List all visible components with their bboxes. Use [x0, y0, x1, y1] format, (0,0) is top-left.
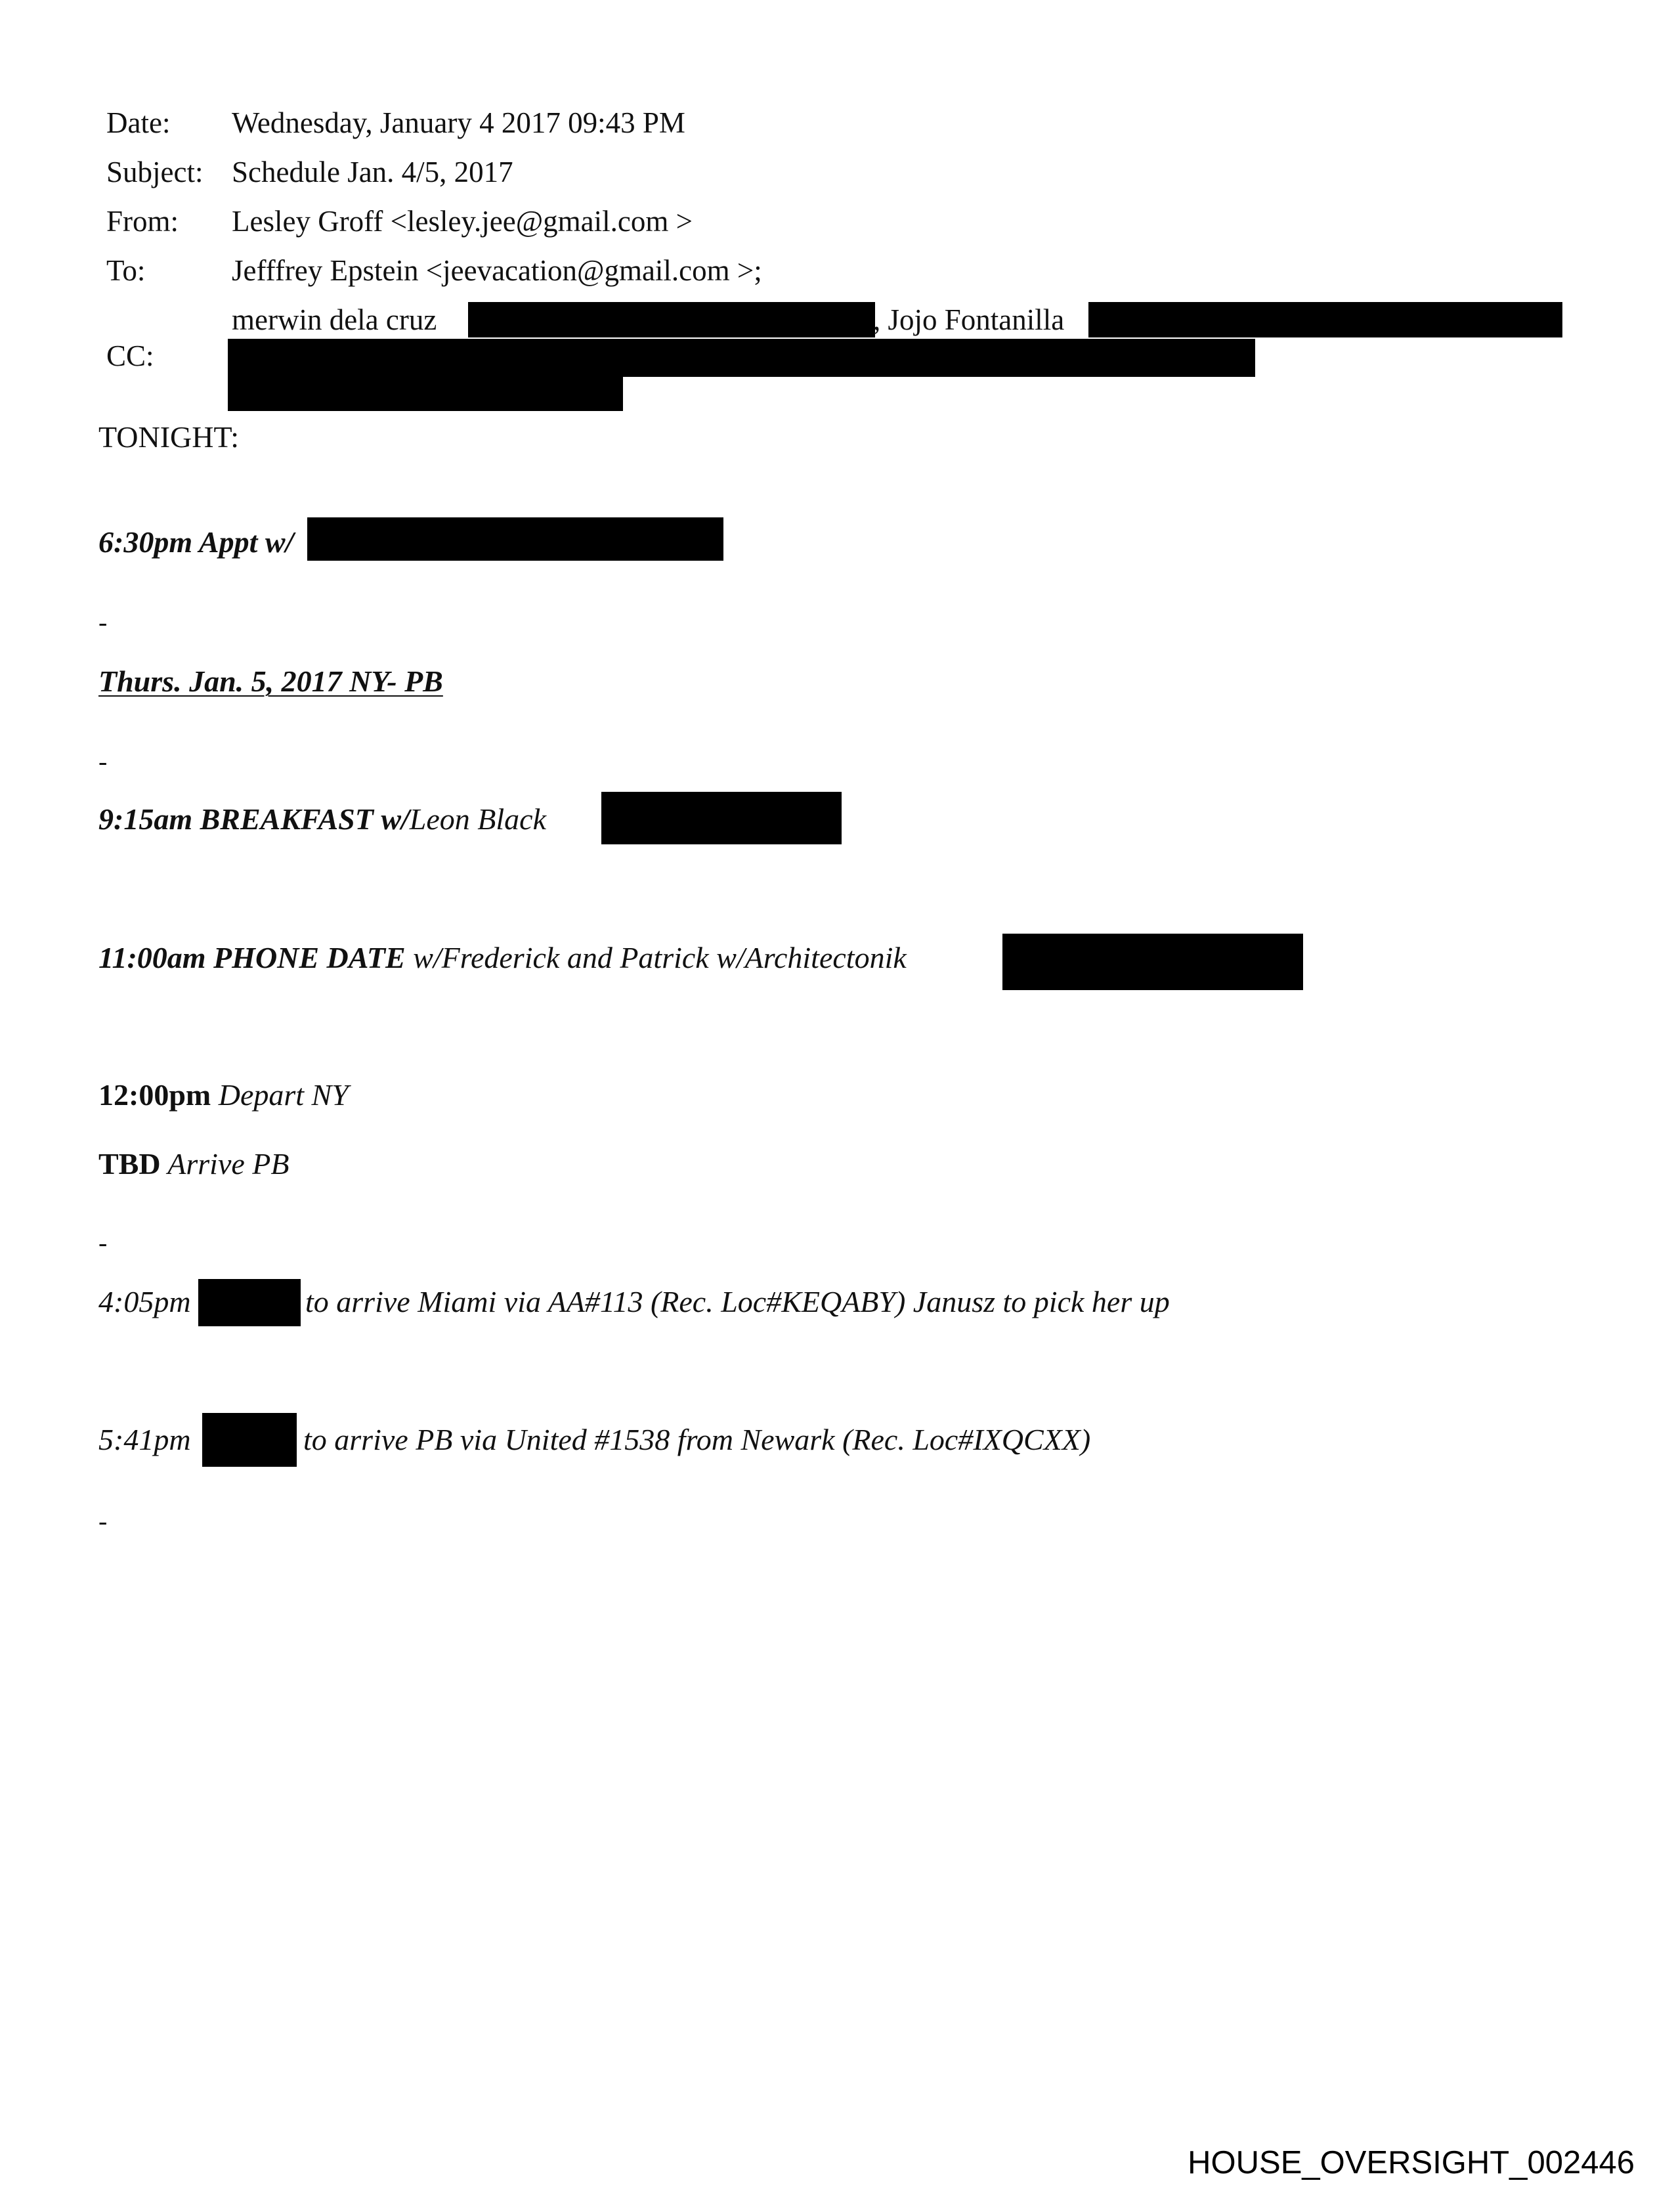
cc-name-merwin: merwin dela cruz	[232, 303, 437, 336]
redaction-block	[601, 792, 842, 844]
depart-line	[98, 1080, 349, 1110]
to-label: To:	[106, 254, 146, 287]
separator-dash: -	[98, 1228, 108, 1257]
pb-time: 5:41pm	[98, 1423, 191, 1456]
pb-arrival-text: to arrive PB via United #1538 from Newark (Rec. Loc#IXQCXX)	[303, 1423, 1091, 1456]
redaction-block	[228, 339, 1255, 377]
breakfast-line	[98, 804, 546, 835]
redaction-block	[1002, 934, 1303, 990]
redaction-block	[198, 1279, 301, 1326]
separator-dash: -	[98, 747, 108, 776]
tonight-heading: TONIGHT:	[98, 420, 240, 454]
appt-line: 6:30pm Appt w/	[98, 525, 294, 559]
to-value: Jefffrey Epstein <jeevacation@gmail.com >;	[232, 254, 762, 287]
redaction-block	[202, 1413, 297, 1467]
separator-dash: -	[98, 1506, 108, 1536]
redaction-block	[307, 517, 723, 561]
from-label: From:	[106, 205, 179, 238]
redaction-block	[1088, 302, 1562, 337]
miami-time: 4:05pm	[98, 1285, 191, 1318]
breakfast-time: 9:15am BREAKFAST w/	[98, 802, 410, 836]
date-heading: Thurs. Jan. 5, 2017 NY- PB	[98, 664, 443, 698]
breakfast-guest: Leon Black	[409, 802, 547, 836]
date-value: Wednesday, January 4 2017 09:43 PM	[232, 106, 685, 139]
phone-time: 11:00am PHONE DATE	[98, 941, 406, 974]
cc-label: CC:	[106, 339, 154, 372]
arrive-line	[98, 1149, 289, 1179]
subject-value: Schedule Jan. 4/5, 2017	[232, 156, 513, 188]
depart-text: Depart NY	[211, 1078, 349, 1112]
depart-time: 12:00pm	[98, 1078, 211, 1112]
from-value: Lesley Groff <lesley.jee@gmail.com >	[232, 205, 693, 238]
arrive-text: Arrive PB	[160, 1147, 290, 1181]
redaction-block	[468, 302, 875, 337]
arrive-time: TBD	[98, 1147, 161, 1181]
separator-dash: -	[98, 607, 108, 637]
phone-details: w/Frederick and Patrick w/Architectonik	[405, 941, 907, 974]
subject-label: Subject:	[106, 156, 204, 188]
bates-number: HOUSE_OVERSIGHT_002446	[1188, 2145, 1635, 2180]
miami-arrival-text: to arrive Miami via AA#113 (Rec. Loc#KEQABY) Janusz to pick her up	[305, 1285, 1170, 1318]
phone-date-line	[98, 943, 907, 973]
redaction-block	[228, 376, 623, 411]
date-label: Date:	[106, 106, 171, 139]
cc-name-jojo: , Jojo Fontanilla	[873, 303, 1065, 336]
